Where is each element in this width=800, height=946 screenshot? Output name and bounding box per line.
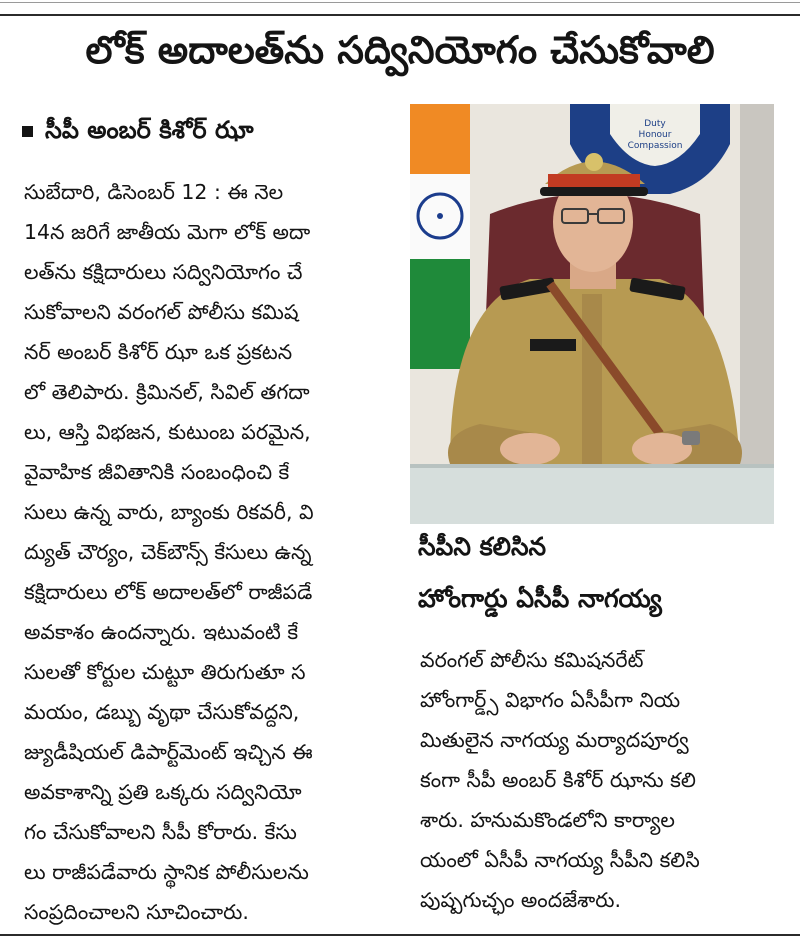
body-line: సంప్రదించాలని సూచించారు. bbox=[24, 900, 249, 924]
body-line: లో తెలిపారు. క్రిమినల్, సివిల్ తగదా bbox=[24, 380, 310, 404]
name-tag bbox=[530, 339, 576, 351]
emblem-text-2: Honour bbox=[638, 130, 672, 140]
byline bbox=[22, 116, 254, 150]
body-line: లు, ఆస్తి విభజన, కుటుంబ పరమైన, bbox=[24, 420, 311, 444]
body-line: మయం, డబ్బు వృథా చేసుకోవద్దని, bbox=[24, 700, 300, 724]
article-body bbox=[24, 172, 400, 932]
body-line: వైవాహిక జీవితానికి సంబంధించి కే bbox=[24, 460, 290, 484]
body-line: శారు. హనుమకొండలోని కార్యాల bbox=[420, 808, 675, 832]
body-line: లు రాజీపడేవారు స్థానిక పోలీసులను bbox=[24, 860, 309, 884]
bottom-rule bbox=[0, 934, 800, 936]
wristwatch-icon bbox=[682, 431, 700, 445]
body-line: 14న జరిగే జాతీయ మెగా లోక్ అదా bbox=[24, 220, 311, 244]
top-rule bbox=[0, 14, 800, 16]
article-photo bbox=[410, 104, 774, 524]
body-line: జ్యుడీషియల్ డిపార్ట్‌మెంట్ ఇచ్చిన ఈ bbox=[24, 740, 313, 764]
flag-green bbox=[410, 259, 470, 369]
byline-text: సీపీ అంబర్ కిశోర్ ఝా bbox=[45, 116, 254, 144]
body-line: కంగా సీపీ అంబర్ కిశోర్ ఝాను కలి bbox=[420, 768, 696, 792]
body-line: లత్‌ను కక్షిదారులు సద్వినియోగం చే bbox=[24, 260, 303, 284]
body-line: అవకాశాన్ని ప్రతి ఒక్కరు సద్వినియో bbox=[24, 780, 302, 804]
flag-saffron bbox=[410, 104, 470, 174]
body-line: సుకోవాలని వరంగల్ పోలీసు కమిష bbox=[24, 300, 299, 324]
body-line: అవకాశం ఉందన్నారు. ఇటువంటి కే bbox=[24, 620, 299, 644]
headline: లోక్ అదాలత్‌ను సద్వినియోగం చేసుకోవాలి bbox=[85, 28, 715, 72]
body-line: సులతో కోర్టుల చుట్టూ తిరుగుతూ స bbox=[24, 660, 306, 684]
body-line: మితులైన నాగయ్య మర్యాదపూర్వ bbox=[420, 728, 689, 752]
body-line: గం చేసుకోవాలని సీపీ కోరారు. కేసు bbox=[24, 820, 297, 844]
desk bbox=[410, 464, 774, 524]
photo-illustration bbox=[410, 104, 774, 524]
body-line: ద్యుత్ చౌర్యం, చెక్‌బౌన్స్ కేసులు ఉన్న bbox=[24, 540, 312, 564]
body-line: యంలో ఏసీపీ నాగయ్య సీపీని కలిసి bbox=[420, 848, 700, 872]
emblem-text-1: Duty bbox=[644, 119, 666, 129]
cap-badge-icon bbox=[585, 153, 603, 171]
body-line: హోంగార్డ్స్ విభాగం ఏసీపీగా నియ bbox=[420, 688, 681, 712]
sidebar-subhead-1: సీపీని కలిసిన bbox=[418, 532, 547, 561]
body-line: కక్షిదారులు లోక్ అదాలత్‌లో రాజీపడే bbox=[24, 580, 313, 604]
body-line: సులు ఉన్న వారు, బ్యాంకు రికవరీ, వి bbox=[24, 500, 314, 524]
body-line: సుబేదారి, డిసెంబర్ 12 : ఈ నెల bbox=[24, 180, 284, 204]
top-rule-thin bbox=[0, 2, 800, 3]
body-line: వరంగల్ పోలీసు కమిషనరేట్ bbox=[420, 648, 644, 672]
body-line: నర్ అంబర్ కిశోర్ ఝా ఒక ప్రకటన bbox=[24, 340, 293, 364]
sidebar-subhead-2: హోంగార్డు ఏసీపీ నాగయ్య bbox=[418, 584, 662, 613]
body-line: పుష్పగుచ్ఛం అందజేశారు. bbox=[420, 888, 621, 912]
sidebar-body bbox=[420, 640, 780, 920]
emblem-text-3: Compassion bbox=[627, 141, 683, 151]
bullet-square-icon bbox=[22, 126, 33, 137]
